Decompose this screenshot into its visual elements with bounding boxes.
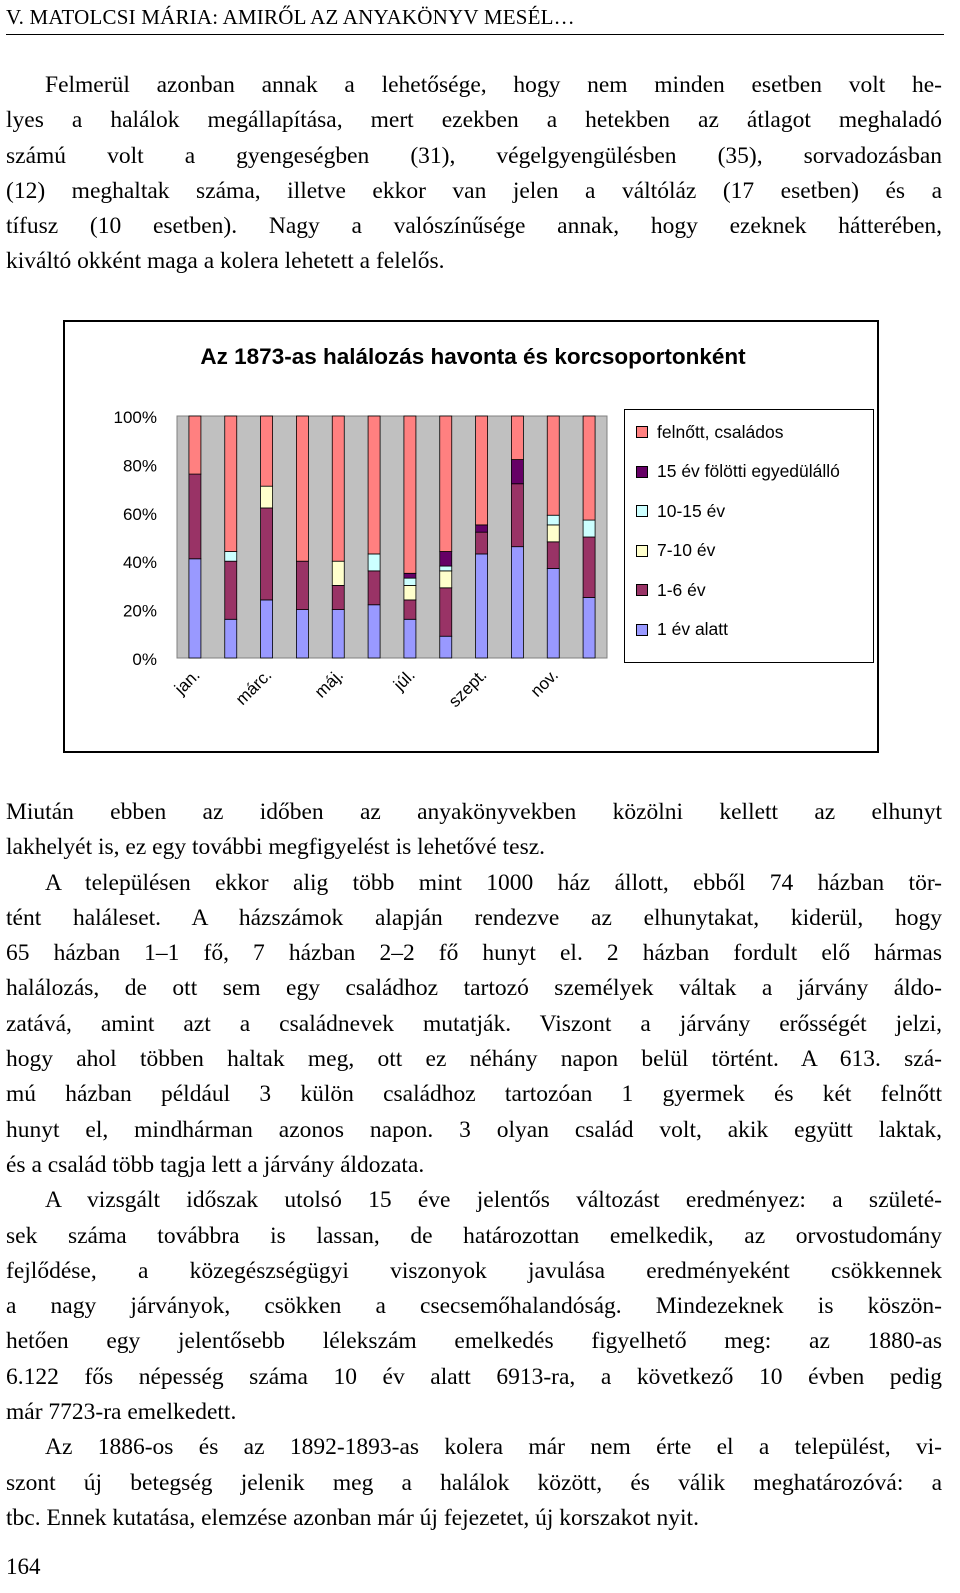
text-line: és a család több tagja lett a járvány áldozata. xyxy=(6,1151,425,1178)
legend-swatch xyxy=(636,545,648,557)
legend-label: 15 év fölötti egyedülálló xyxy=(657,461,840,481)
text-line: tént haláleset. A házszámok alapján rendezve az elhunytakat, kiderül, hogy xyxy=(6,904,942,931)
intro-paragraph xyxy=(6,68,942,280)
bar-segment xyxy=(404,573,416,578)
bar-segment xyxy=(583,520,595,537)
bar-segment xyxy=(404,600,416,619)
chart xyxy=(63,320,879,753)
legend-item xyxy=(636,501,725,521)
text-line: Az 1886-os és az 1892-1893-as kolera már nem érte el a települést, vi- xyxy=(45,1434,942,1461)
y-tick-label: 80% xyxy=(122,456,157,476)
text-line: fejlődése, a közegészségügyi viszonyok javulása eredményeként csökkennek xyxy=(6,1257,942,1284)
y-tick-label: 60% xyxy=(122,504,157,524)
text-line: hetően egy jelentősebb lélekszám emelkedés figyelhető meg: az 1880-as xyxy=(6,1328,942,1355)
bar-segment xyxy=(189,559,201,658)
text-line: sek száma továbbra is lassan, de határozottan emelkedik, az orvostudomány xyxy=(6,1222,942,1249)
bar-segment xyxy=(368,554,380,571)
bar-segment xyxy=(368,416,380,554)
bar-segment xyxy=(332,585,344,609)
text-line: kiváltó okként maga a kolera lehetett a felelős. xyxy=(6,248,445,275)
bar-segment xyxy=(583,598,595,659)
y-tick-label: 20% xyxy=(122,601,157,621)
x-tick-label: márc. xyxy=(231,665,276,709)
bar-segment xyxy=(440,416,452,552)
bar-segment xyxy=(547,525,559,542)
bar-segment xyxy=(296,610,308,658)
text-line: Miután ebben az időben az anyakönyvekben közölni kellett az elhunyt xyxy=(6,799,942,825)
page-number: 164 xyxy=(6,1554,41,1579)
bar-segment xyxy=(404,578,416,585)
bar-segment xyxy=(440,636,452,658)
text-line: Felmerül azonban annak a lehetősége, hogy nem minden esetben volt he- xyxy=(45,72,942,98)
text-line: hogy ahol többen haltak meg, ott ez néhány napon belül történt. A 613. szá- xyxy=(6,1046,942,1073)
bar-segment xyxy=(404,619,416,658)
bar-segment xyxy=(511,416,523,460)
chart-title: Az 1873-as halálozás havonta és korcsoportonként xyxy=(200,344,746,369)
y-tick-label: 40% xyxy=(122,553,157,573)
legend-item xyxy=(636,620,728,640)
text-line: hunyt el, mindhárman azonos napon. 3 olyan család volt, akik együtt laktak, xyxy=(6,1116,942,1143)
legend-item xyxy=(636,580,706,600)
running-header: V. MATOLCSI MÁRIA: AMIRŐL AZ ANYAKÖNYV MESÉL… xyxy=(6,4,944,35)
x-tick-label: nov. xyxy=(526,665,563,701)
legend-label: 1-6 év xyxy=(657,579,706,600)
legend-label: felnőtt, családos xyxy=(657,421,784,442)
legend-item xyxy=(636,422,783,442)
bar-segment xyxy=(476,416,488,525)
text-line: tbc. Ennek kutatása, elemzése azonban már új fejezetet, új korszakot nyit. xyxy=(6,1504,699,1531)
bar-segment xyxy=(368,571,380,605)
text-line: lyes a halálok megállapítása, mert ezekben a hetekben az átlagot meghaladó xyxy=(6,107,942,134)
x-tick-label: máj. xyxy=(310,665,348,702)
text-line: mú házban például 3 külön családhoz tartozóan 1 gyermek és két felnőtt xyxy=(6,1081,942,1108)
paragraph xyxy=(6,795,942,866)
bar-segment xyxy=(547,542,559,569)
y-tick-label: 0% xyxy=(132,650,157,669)
bar-segment xyxy=(189,416,201,474)
text-line: már 7723-ra emelkedett. xyxy=(6,1399,237,1426)
bar-segment xyxy=(261,508,273,600)
bar-segment xyxy=(547,416,559,515)
bar-segment xyxy=(583,416,595,520)
bar-segment xyxy=(547,515,559,525)
bar-segment xyxy=(440,588,452,636)
bar-segment xyxy=(296,416,308,561)
bar-segment xyxy=(440,552,452,567)
bar-segment xyxy=(332,610,344,658)
paragraph xyxy=(6,68,942,280)
legend-swatch xyxy=(636,584,648,596)
x-tick-label: júl. xyxy=(389,665,419,695)
bar-segment xyxy=(511,547,523,658)
bar-segment xyxy=(225,561,237,619)
legend-label: 7-10 év xyxy=(657,540,716,560)
bar-segment xyxy=(547,568,559,658)
legend-swatch xyxy=(636,466,648,478)
text-line: 6.122 fős népesség száma 10 év alatt 6913-ra, a következő 10 évben pedig xyxy=(6,1363,942,1390)
bar-segment xyxy=(225,552,237,562)
bar-segment xyxy=(476,525,488,532)
legend-item xyxy=(636,462,840,482)
bar-segment xyxy=(404,585,416,600)
bar-segment xyxy=(332,561,344,585)
bar-segment xyxy=(189,474,201,559)
bar-segment xyxy=(404,416,416,573)
plot-area xyxy=(177,416,607,658)
bar-segment xyxy=(440,571,452,588)
bar-segment xyxy=(440,566,452,571)
body-text xyxy=(6,795,942,1536)
bar-segment xyxy=(296,561,308,609)
legend-label: 1 év alatt xyxy=(657,619,729,639)
paragraph xyxy=(6,1183,942,1430)
bar-segment xyxy=(225,416,237,552)
text-line: halálozás, de ott sem egy családhoz tartozó személyek váltak a járvány áldo- xyxy=(6,975,942,1002)
bar-segment xyxy=(225,619,237,658)
paragraph xyxy=(6,1430,942,1536)
text-line: 65 házban 1–1 fő, 7 házban 2–2 fő hunyt el. 2 házban fordult elő hármas xyxy=(6,940,942,967)
bar-segment xyxy=(368,605,380,658)
bar-segment xyxy=(332,416,344,561)
text-line: számú volt a gyengeségben (31), végelgyengülésben (35), sorvadozásban xyxy=(6,142,942,169)
legend-label: 10-15 év xyxy=(657,500,726,521)
text-line: zatává, amint azt a családnevek mutatják. Viszont a járvány erősségét jelzi, xyxy=(6,1010,942,1037)
text-line: tífusz (10 esetben). Nagy a valószínűsége annak, hogy ezeknek hátterében, xyxy=(6,213,942,240)
bar-segment xyxy=(511,484,523,547)
bar-segment xyxy=(476,532,488,554)
y-tick-label: 100% xyxy=(113,408,157,427)
bar-segment xyxy=(583,537,595,598)
legend-swatch xyxy=(636,505,648,517)
text-line: A vizsgált időszak utolsó 15 éve jelentős változást eredményez: a születé- xyxy=(45,1187,942,1214)
x-tick-label: szept. xyxy=(444,665,491,711)
bar-segment xyxy=(511,460,523,484)
bar-segment xyxy=(261,416,273,486)
x-tick-label: jan. xyxy=(170,665,204,699)
text-line: A településen ekkor alig több mint 1000 ház állott, ebből 74 házban tör- xyxy=(45,869,942,896)
bar-segment xyxy=(261,600,273,658)
chart-legend xyxy=(624,409,874,663)
text-line: a nagy járványok, csökken a csecsemőhalandóság. Mindezeknek is köszön- xyxy=(6,1293,942,1320)
legend-swatch xyxy=(636,624,648,636)
text-line: lakhelyét is, ez egy további megfigyelést is lehetővé tesz. xyxy=(6,834,546,861)
text-line: szont új betegség jelenik meg a halálok között, és válik meghatározóvá: a xyxy=(6,1469,942,1496)
bar-segment xyxy=(261,486,273,508)
text-line: (12) meghaltak száma, illetve ekkor van jelen a váltóláz (17 esetben) és a xyxy=(6,177,942,204)
bar-segment xyxy=(476,554,488,658)
legend-item xyxy=(636,541,715,561)
paragraph xyxy=(6,866,942,1184)
legend-swatch xyxy=(636,426,648,438)
